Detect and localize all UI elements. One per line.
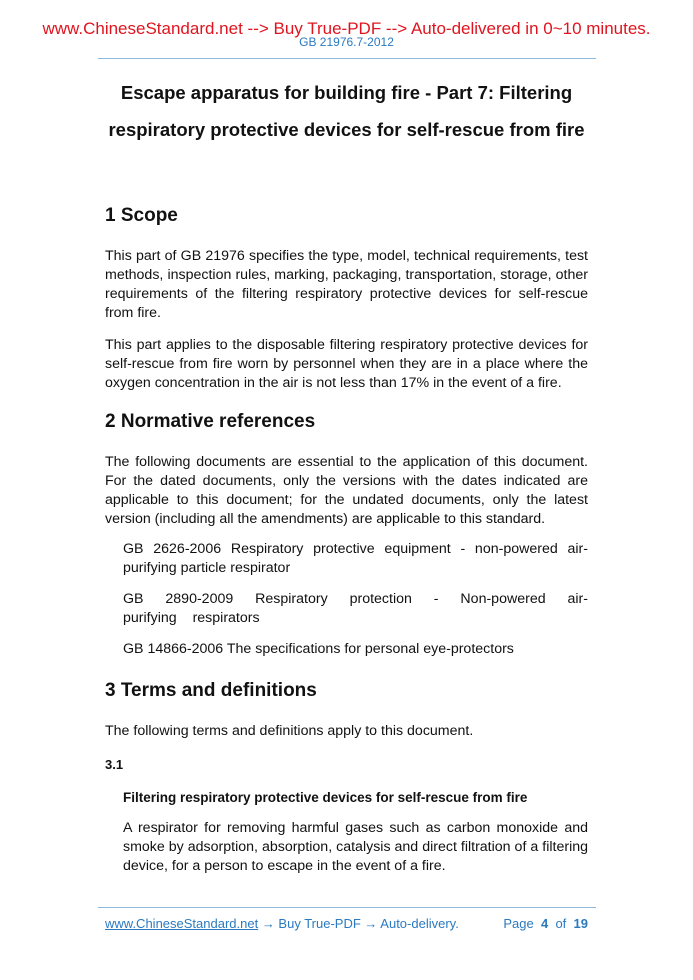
page-total: 19 <box>573 916 588 931</box>
footer-tagline: → Buy True-PDF → Auto-delivery. <box>258 916 459 931</box>
term-title: Filtering respiratory protective devices for self-rescue from fire <box>123 790 528 805</box>
footer-promo <box>105 916 459 931</box>
of-label: of <box>555 916 567 931</box>
section-heading-scope: 1 Scope <box>105 205 178 226</box>
reference-item: GB 2626-2006 Respiratory protective equipment - non-powered air-purifying particle respirator <box>123 541 588 576</box>
terms-paragraph: The following terms and definitions apply to this document. <box>105 723 474 739</box>
page-indicator <box>503 916 588 931</box>
term-definition: A respirator for removing harmful gases such as carbon monoxide and smoke by adsorption, absorption, catalysis and direct filtration of a filtering device, for a person to escape in the event of a fire. <box>123 820 588 874</box>
scope-paragraph-2: This part applies to the disposable filtering respiratory protective devices for self-rescue from fire worn by personnel when they are in a place where the oxygen concentration in the air is not less than 17% in the event of a fire. <box>105 337 588 391</box>
page-label: Page <box>503 916 534 931</box>
footer <box>105 916 588 931</box>
section-heading-terms: 3 Terms and definitions <box>105 680 317 701</box>
promo-banner: www.ChineseStandard.net --> Buy True-PDF --> Auto-delivered in 0~10 minutes. <box>42 19 651 38</box>
document-title: Escape apparatus for building fire - Part 7: Filtering respiratory protective devices for self-rescue from fire <box>108 82 585 140</box>
scope-paragraph-1: This part of GB 21976 specifies the type, model, technical requirements, test methods, inspection rules, marking, packaging, transportation, storage, other requirements of the filtering respiratory protective devices for self-rescue from fire. <box>105 248 588 321</box>
reference-item: GB 14866-2006 The specifications for personal eye-protectors <box>123 641 514 657</box>
reference-item: GB 2890-2009 Respiratory protection - Non-powered air-purifying respirators <box>123 591 588 626</box>
normative-paragraph: The following documents are essential to the application of this document. For the dated documents, only the versions with the dates indicated are applicable to this document; for the undated documents, only the latest version (including all the amendments) are applicable to this standard. <box>105 454 588 527</box>
document-number: GB 21976.7-2012 <box>299 35 394 49</box>
clause-number: 3.1 <box>105 757 124 772</box>
footer-divider <box>98 907 596 908</box>
header-divider <box>98 58 596 59</box>
page-number: 4 <box>540 916 549 931</box>
footer-link[interactable]: www.ChineseStandard.net <box>105 916 259 931</box>
section-heading-normative: 2 Normative references <box>105 411 316 432</box>
